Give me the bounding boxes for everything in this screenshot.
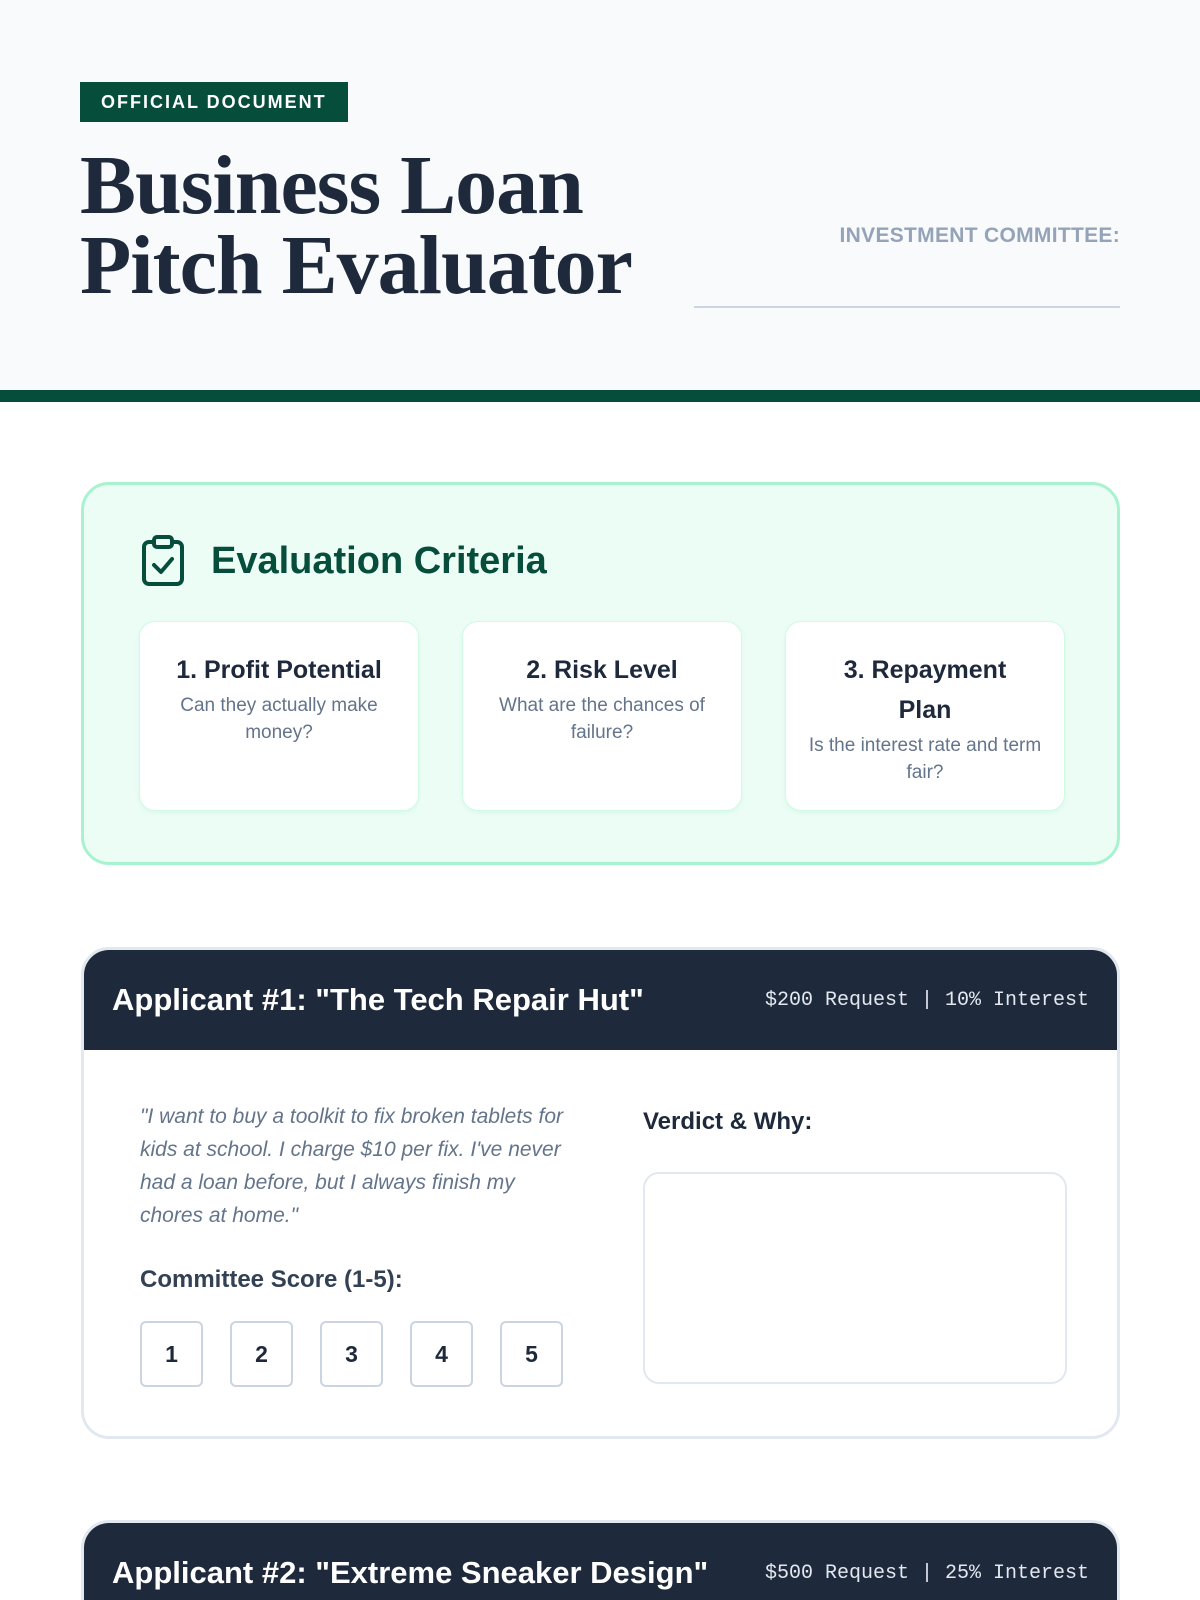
- header-divider: [0, 390, 1200, 402]
- official-document-badge: OFFICIAL DOCUMENT: [80, 82, 348, 122]
- loan-terms: $200 Request | 10% Interest: [764, 988, 1089, 1012]
- criteria-title: Evaluation Criteria: [211, 539, 547, 582]
- score-option-1[interactable]: 1: [140, 1321, 203, 1387]
- criterion-card-repayment: [785, 621, 1065, 811]
- criteria-heading: [141, 535, 547, 587]
- applicant-header: [84, 950, 1117, 1050]
- pitch-quote: "I want to buy a toolkit to fix broken tablets for kids at school. I charge $10 per fix. I've never had a loan before, but I always finish my chores at home.": [140, 1105, 564, 1227]
- evaluation-criteria-panel: [81, 482, 1120, 865]
- verdict-label: Verdict & Why:: [643, 1108, 813, 1135]
- applicant-name: Applicant #2: "Extreme Sneaker Design": [112, 1555, 709, 1590]
- applicant-name: Applicant #1: "The Tech Repair Hut": [112, 982, 644, 1017]
- criterion-title: 2. Risk Level: [526, 656, 678, 684]
- score-option-4[interactable]: 4: [410, 1321, 473, 1387]
- loan-terms: $500 Request | 25% Interest: [764, 1561, 1089, 1585]
- verdict-textarea[interactable]: [643, 1172, 1067, 1384]
- score-option-5[interactable]: 5: [500, 1321, 563, 1387]
- committee-score-label: Committee Score (1-5):: [140, 1266, 403, 1293]
- document-header: [0, 0, 1200, 390]
- clipboard-check-icon: [141, 535, 185, 587]
- criterion-card-profit: [139, 621, 419, 811]
- applicant-card-2: [81, 1520, 1120, 1600]
- criterion-description: What are the chances of failure?: [499, 695, 705, 743]
- title-line-2: Pitch Evaluator: [80, 219, 632, 312]
- investment-committee-label: INVESTMENT COMMITTEE:: [839, 224, 1120, 247]
- applicant-header: [84, 1523, 1117, 1600]
- title-line-1: Business Loan: [80, 139, 583, 232]
- criterion-title: 1. Profit Potential: [176, 656, 382, 684]
- applicant-card-1: [81, 947, 1120, 1439]
- investment-committee-field[interactable]: [694, 306, 1120, 308]
- page-title: [80, 139, 700, 312]
- criterion-card-risk: [462, 621, 742, 811]
- score-option-3[interactable]: 3: [320, 1321, 383, 1387]
- criterion-description: Can they actually make money?: [180, 695, 378, 743]
- score-option-2[interactable]: 2: [230, 1321, 293, 1387]
- criterion-title: 3. Repayment Plan: [843, 656, 1007, 724]
- criterion-description: Is the interest rate and term fair?: [808, 735, 1042, 783]
